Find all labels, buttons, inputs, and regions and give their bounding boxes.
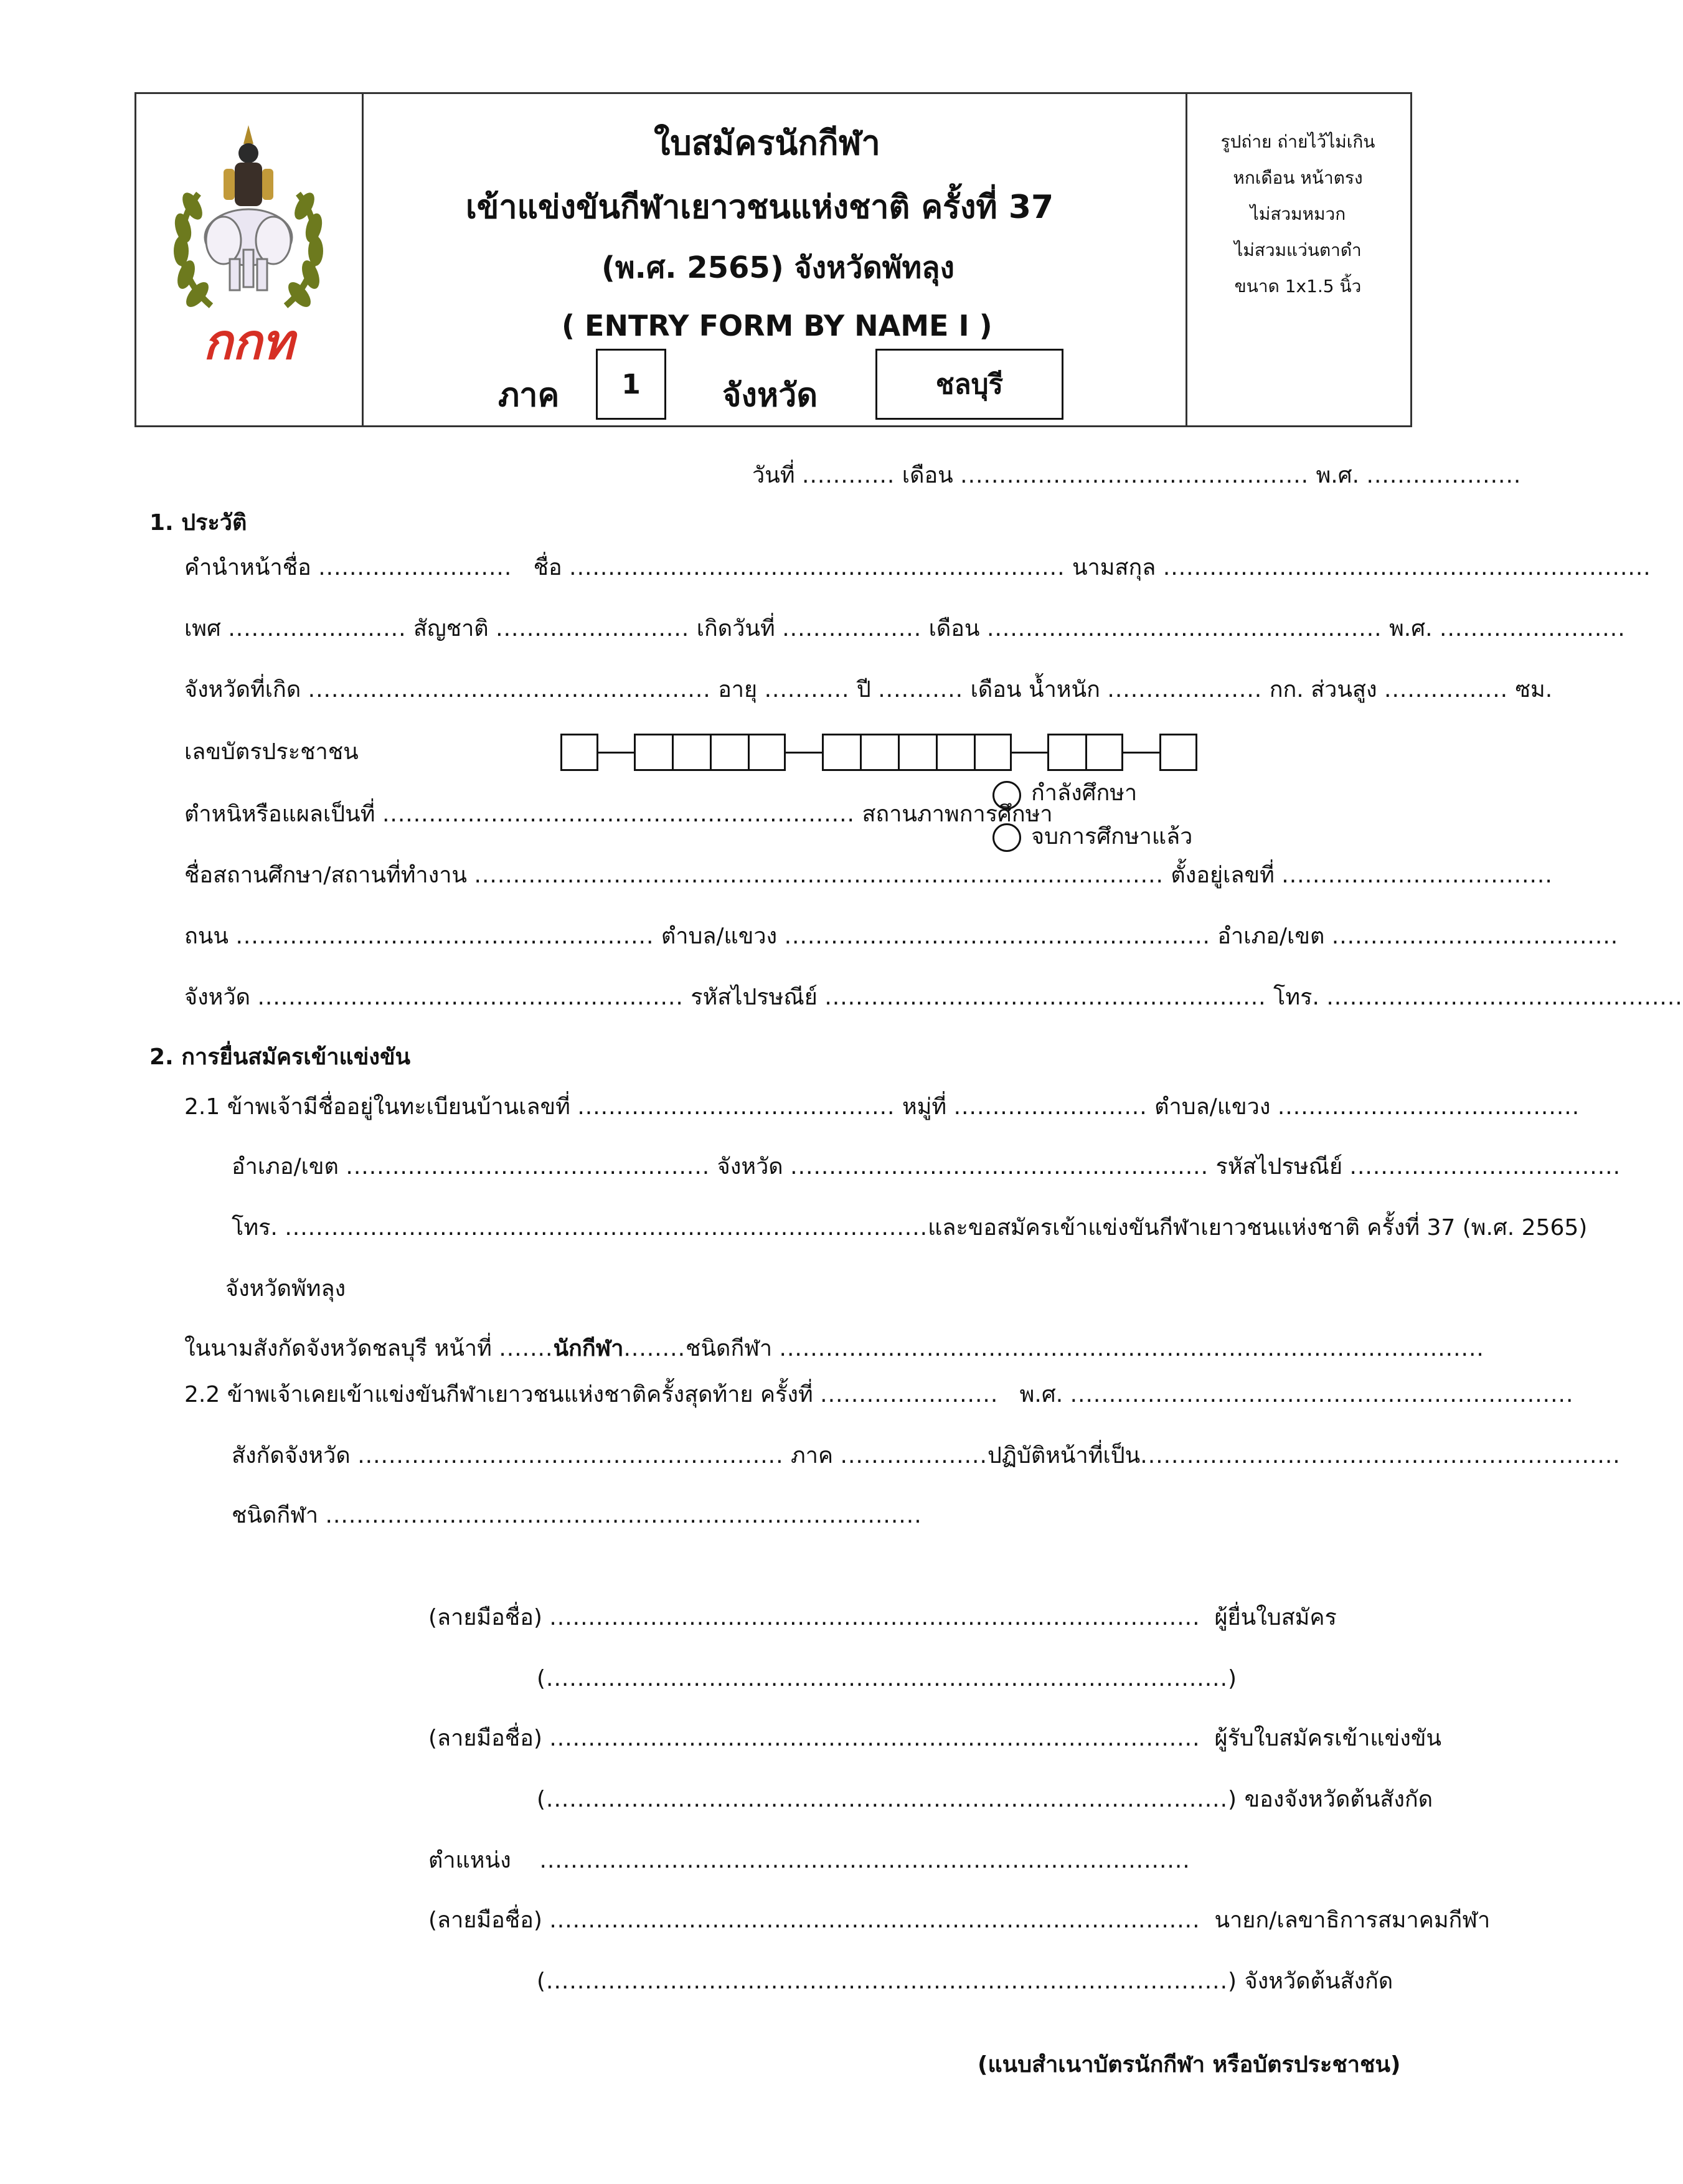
photo-note-line: รูปถ่าย ถ่ายไว้ไม่เกิน bbox=[1220, 131, 1375, 152]
logo-cell bbox=[136, 94, 364, 425]
president-suffix: จังหวัดต้นสังกัด bbox=[1244, 1969, 1393, 1994]
id-separator bbox=[1012, 752, 1047, 754]
nationality-label: สัญชาติ bbox=[413, 616, 489, 641]
age-month-unit: เดือน bbox=[970, 677, 1022, 702]
id-digit-group[interactable] bbox=[822, 734, 1012, 771]
name-label: ชื่อ bbox=[533, 555, 562, 580]
reg-phone-row[interactable]: โทร. ...................................................................................และขอสมัครเข้าแข่งขันกีฬาเยาวชนแห่งชาติ ครั้งที่ 37 (พ.ศ. 2565) bbox=[232, 1215, 1588, 1241]
sign-label: (ลายมือชื่อ) bbox=[428, 1726, 542, 1751]
duty-dots: ....... bbox=[499, 1336, 554, 1361]
form-subtitle: เข้าแข่งขันกีฬาเยาวชนแห่งชาติ ครั้งที่ 37 bbox=[466, 189, 1054, 226]
located-label: ตั้งอยู่เลขที่ bbox=[1171, 863, 1275, 888]
postcode-label: รหัสไปรษณีย์ bbox=[691, 985, 818, 1010]
height-unit: ซม. bbox=[1515, 677, 1553, 702]
id-separator bbox=[598, 752, 634, 754]
section1-heading: 1. ประวัติ bbox=[149, 510, 247, 536]
section2-heading: 2. การยื่นสมัครเข้าแข่งขัน bbox=[149, 1044, 411, 1070]
photo-cell bbox=[1186, 94, 1410, 425]
id-digit-box[interactable] bbox=[1159, 734, 1197, 771]
form-title: ใบสมัครนักกีฬา bbox=[654, 123, 880, 163]
year-label: พ.ศ. bbox=[1316, 463, 1360, 488]
id-separator bbox=[786, 752, 822, 754]
photo-note-line: ไม่สวมแว่นตาดำ bbox=[1234, 240, 1362, 260]
apply-text: และขอสมัครเข้าแข่งขันกีฬาเยาวชนแห่งชาติ ครั้งที่ 37 (พ.ศ. 2565) bbox=[928, 1215, 1588, 1241]
affiliation-row[interactable]: ในนามสังกัดจังหวัดชลบุรี หน้าที่ .......นักกีฬา........ชนิดกีฬา ........................................................................................... bbox=[184, 1336, 1484, 1361]
region-box[interactable]: 1 bbox=[596, 349, 666, 420]
previous-affiliation-row[interactable]: สังกัดจังหวัด ....................................................... ภาค ...................ปฏิบัติหน้าที่เป็น.............................................................. bbox=[232, 1443, 1621, 1468]
sport-label: ชนิดกีฬา bbox=[686, 1336, 773, 1361]
month-label: เดือน bbox=[902, 463, 953, 488]
duty-dots: ........ bbox=[623, 1336, 686, 1361]
id-digit-group[interactable] bbox=[1047, 734, 1123, 771]
weight-unit: กก. bbox=[1269, 677, 1304, 702]
status-studying-label: กำลังศึกษา bbox=[1031, 780, 1138, 806]
mark-row[interactable]: ตำหนิหรือแผลเป็นที่ ............................................................. สถานภาพการศึกษา bbox=[184, 801, 1053, 827]
id-digit-box[interactable] bbox=[560, 734, 598, 771]
receiver-signature-row[interactable]: (ลายมือชื่อ) .................................................................................... ผู้รับใบสมัครเข้าแข่งขัน bbox=[428, 1726, 1442, 1751]
previous-sport-row[interactable]: ชนิดกีฬา ............................................................................. bbox=[232, 1503, 922, 1528]
affiliation-text: ในนามสังกัดจังหวัดชลบุรี หน้าที่ bbox=[184, 1336, 499, 1361]
reg-phone-label: โทร. bbox=[232, 1215, 278, 1241]
logo-text: กกท bbox=[203, 314, 294, 371]
logo-emblem-icon bbox=[155, 119, 342, 371]
sex-label: เพศ bbox=[184, 616, 221, 641]
affiliated-province-label: สังกัดจังหวัด bbox=[232, 1443, 351, 1468]
status-graduated-label: จบการศึกษาแล้ว bbox=[1031, 824, 1193, 849]
district-label: อำเภอ/เขต bbox=[1217, 924, 1325, 949]
province-row-label: จังหวัด bbox=[184, 985, 250, 1010]
prefix-label: คำนำหน้าชื่อ bbox=[184, 555, 311, 580]
previous-year-label: พ.ศ. bbox=[1019, 1382, 1063, 1407]
weight-label: น้ำหนัก bbox=[1028, 677, 1100, 702]
house-reg-row[interactable]: 2.1 ข้าพเจ้ามีชื่ออยู่ในทะเบียนบ้านเลขที่ ......................................... หมู่ที่ ......................... ตำบล/แขวง ....................................... bbox=[184, 1094, 1580, 1120]
reg-postcode-label: รหัสไปรษณีย์ bbox=[1215, 1154, 1343, 1179]
sign-label: (ลายมือชื่อ) bbox=[428, 1907, 542, 1933]
date-line[interactable]: วันที่ ............ เดือน ............................................. พ.ศ. .................... bbox=[752, 463, 1522, 488]
reg-district-row[interactable]: อำเภอ/เขต ............................................... จังหวัด ...................................................... รหัสไปรษณีย์ ................................... bbox=[232, 1154, 1621, 1179]
phone-label: โทร. bbox=[1273, 985, 1319, 1010]
id-digit-group[interactable] bbox=[634, 734, 786, 771]
previous-sport-label: ชนิดกีฬา bbox=[232, 1503, 319, 1528]
edu-status-label: สถานภาพการศึกษา bbox=[862, 801, 1053, 827]
form-year-host: (พ.ศ. 2565) จังหวัดพัทลุง bbox=[601, 250, 955, 285]
applicant-signature-row[interactable]: (ลายมือชื่อ) .................................................................................... ผู้ยื่นใบสมัคร bbox=[428, 1605, 1337, 1630]
previous-games-label: 2.2 ข้าพเจ้าเคยเข้าแข่งขันกีฬาเยาวชนแห่งชาติครั้งสุดท้าย ครั้งที่ bbox=[184, 1382, 813, 1407]
previous-region-label: ภาค bbox=[791, 1443, 834, 1468]
reg-district-label: อำเภอ/เขต bbox=[232, 1154, 339, 1179]
receiver-role: ผู้รับใบสมัครเข้าแข่งขัน bbox=[1214, 1726, 1442, 1751]
mark-label: ตำหนิหรือแผลเป็นที่ bbox=[184, 801, 375, 827]
birth-province-row[interactable]: จังหวัดที่เกิด .................................................... อายุ ........... ปี ........... เดือน น้ำหนัก .................... กก. ส่วนสูง ................ ซม. bbox=[184, 677, 1553, 702]
applicant-name-line[interactable]: (........................................................................................) bbox=[537, 1666, 1238, 1691]
province-row[interactable]: จังหวัด ....................................................... รหัสไปรษณีย์ ......................................................... โทร. .............................................. bbox=[184, 985, 1683, 1010]
school-label: ชื่อสถานศึกษา/สถานที่ทำงาน bbox=[184, 863, 468, 888]
sign-label: (ลายมือชื่อ) bbox=[428, 1605, 542, 1630]
province-box[interactable]: ชลบุรี bbox=[875, 349, 1063, 420]
road-label: ถนน bbox=[184, 924, 229, 949]
position-label: ตำแหน่ง bbox=[428, 1848, 511, 1873]
photo-note-line: ไม่สวมหมวก bbox=[1250, 204, 1346, 224]
birth-month-label: เดือน bbox=[928, 616, 980, 641]
name-row[interactable]: คำนำหน้าชื่อ ......................... ชื่อ ................................................................ นามสกุล ............................................................... bbox=[184, 555, 1651, 580]
previous-games-row[interactable]: 2.2 ข้าพเจ้าเคยเข้าแข่งขันกีฬาเยาวชนแห่งชาติครั้งสุดท้าย ครั้งที่ ....................... พ.ศ. ................................................................. bbox=[184, 1382, 1574, 1407]
duty-value: นักกีฬา bbox=[553, 1336, 624, 1361]
president-name-line[interactable]: (........................................................................................) จังหวัดต้นสังกัด bbox=[537, 1969, 1393, 1994]
school-row[interactable]: ชื่อสถานศึกษา/สถานที่ทำงาน ......................................................................................... ตั้งอยู่เลขที่ ................................... bbox=[184, 863, 1553, 888]
birth-province-label: จังหวัดที่เกิด bbox=[184, 677, 301, 702]
receiver-suffix: ของจังหวัดต้นสังกัด bbox=[1244, 1787, 1433, 1812]
role-label: ปฏิบัติหน้าที่เป็น bbox=[987, 1443, 1141, 1468]
host-province: จังหวัดพัทลุง bbox=[225, 1276, 346, 1302]
birth-year-label: พ.ศ. bbox=[1389, 616, 1433, 641]
position-row[interactable]: ตำแหน่ง .................................................................................... bbox=[428, 1848, 1190, 1873]
day-label: วันที่ bbox=[752, 463, 795, 488]
surname-label: นามสกุล bbox=[1072, 555, 1156, 580]
photo-note bbox=[1187, 124, 1408, 305]
region-label: ภาค bbox=[498, 377, 560, 414]
president-role: นายก/เลขาธิการสมาคมกีฬา bbox=[1214, 1907, 1491, 1933]
id-separator bbox=[1123, 752, 1159, 754]
birthday-label: เกิดวันที่ bbox=[696, 616, 775, 641]
footer-note: (แนบสำเนาบัตรนักกีฬา หรือบัตรประชาชน) bbox=[978, 2052, 1401, 2078]
sex-row[interactable]: เพศ ....................... สัญชาติ ......................... เกิดวันที่ .................. เดือน ................................................... พ.ศ. ........................ bbox=[184, 616, 1626, 641]
reg-province-label: จังหวัด bbox=[717, 1154, 783, 1179]
village-label: หมู่ที่ bbox=[902, 1094, 947, 1120]
house-reg-label: 2.1 ข้าพเจ้ามีชื่ออยู่ในทะเบียนบ้านเลขที่ bbox=[184, 1094, 570, 1120]
address-row[interactable]: ถนน ...................................................... ตำบล/แขวง ....................................................... อำเภอ/เขต ..................................... bbox=[184, 924, 1619, 949]
subdistrict-label: ตำบล/แขวง bbox=[661, 924, 778, 949]
photo-note-line: ขนาด 1x1.5 นิ้ว bbox=[1234, 276, 1362, 296]
age-year-unit: ปี bbox=[856, 677, 871, 702]
radio-studying[interactable] bbox=[992, 781, 1021, 810]
radio-graduated[interactable] bbox=[992, 823, 1021, 852]
president-signature-row[interactable]: (ลายมือชื่อ) .................................................................................... นายก/เลขาธิการสมาคมกีฬา bbox=[428, 1907, 1491, 1933]
receiver-name-line[interactable]: (........................................................................................) ของจังหวัดต้นสังกัด bbox=[537, 1787, 1433, 1812]
form-entry-title: ( ENTRY FORM BY NAME I ) bbox=[562, 309, 992, 343]
height-label: ส่วนสูง bbox=[1311, 677, 1377, 702]
photo-note-line: หกเดือน หน้าตรง bbox=[1233, 168, 1363, 188]
age-label: อายุ bbox=[718, 677, 758, 702]
id-card-label: เลขบัตรประชาชน bbox=[184, 739, 359, 765]
reg-subdistrict-label: ตำบล/แขวง bbox=[1154, 1094, 1271, 1120]
applicant-role: ผู้ยื่นใบสมัคร bbox=[1214, 1605, 1337, 1630]
province-label: จังหวัด bbox=[722, 377, 818, 414]
